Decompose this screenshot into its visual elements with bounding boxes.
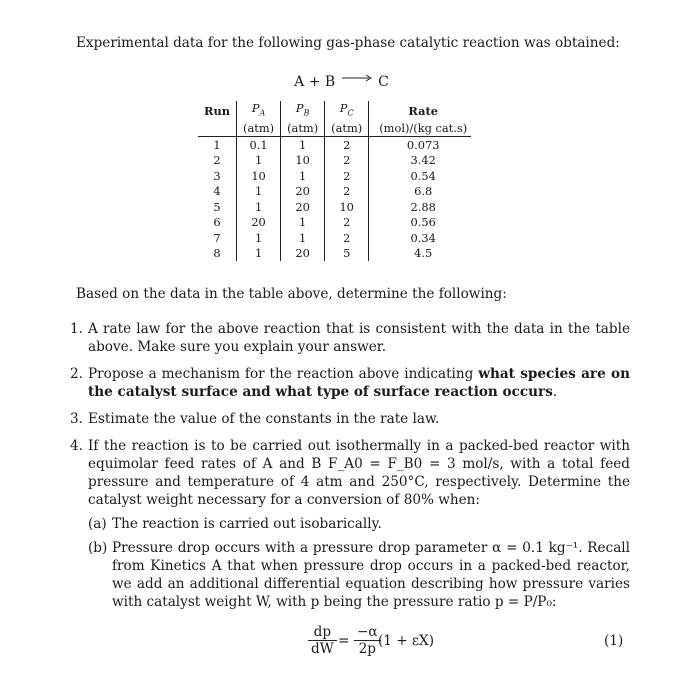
header-rate: Rate — [369, 101, 471, 120]
cell-pa: 0.1 — [237, 136, 281, 152]
units-pa: (atm) — [237, 120, 281, 136]
question-item — [70, 410, 630, 428]
equation-number: (1) — [604, 633, 624, 649]
question-bold-text: what species are on the catalyst surface and what type of surface reaction occurs — [88, 366, 630, 400]
cell-rate: 0.54 — [369, 168, 471, 184]
units-run — [198, 120, 237, 136]
question-text: Propose a mechanism for the reaction above indicating what species are on the catalyst surface and what type of surface reaction occurs. — [88, 366, 630, 400]
sub-question-number: (a) — [88, 516, 107, 532]
intro-paragraph: Experimental data for the following gas-phase catalytic reaction was obtained: — [76, 35, 620, 51]
cell-pb: 20 — [281, 245, 325, 261]
question-item — [70, 437, 630, 617]
table-row — [198, 214, 471, 230]
question-item — [70, 365, 630, 401]
cell-pa: 1 — [237, 230, 281, 246]
sub-question-item — [88, 515, 630, 533]
table-header-row — [198, 101, 471, 120]
cell-run: 1 — [213, 137, 221, 152]
reaction-equation — [0, 74, 683, 90]
sub-question-text: Pressure drop occurs with a pressure drop parameter α = 0.1 kg⁻¹. Recall from Kinetics A that when pressure drop occurs in a packed-bed reactor, we add an additional differential equation describing how pressure varies with catalyst weight W, with p being the pressure ratio p = P/P₀: — [112, 540, 630, 610]
question-body — [88, 437, 630, 617]
sub-question-text: The reaction is carried out isobarically. — [112, 516, 382, 532]
cell-rate: 0.073 — [369, 136, 471, 152]
table-row — [198, 152, 471, 168]
table-row — [198, 230, 471, 246]
cell-run: 6 — [213, 215, 221, 230]
table-row — [198, 245, 471, 261]
cell-rate: 6.8 — [369, 183, 471, 199]
cell-pb: 10 — [281, 152, 325, 168]
reaction-reactants: A + B — [294, 74, 336, 90]
cell-pb: 1 — [281, 214, 325, 230]
cell-pa: 1 — [237, 183, 281, 199]
equation-equals: = — [338, 633, 350, 649]
cell-pc: 10 — [325, 199, 369, 215]
sub-question-list — [88, 515, 630, 611]
cell-pb: 1 — [281, 230, 325, 246]
question-number: 1. — [70, 321, 83, 337]
question-text: A rate law for the above reaction that is consistent with the data in the table above. Make sure you explain your answer. — [88, 321, 630, 355]
reaction-product: C — [378, 74, 389, 90]
question-item — [70, 320, 630, 356]
cell-pb: 20 — [281, 183, 325, 199]
cell-pc: 5 — [325, 245, 369, 261]
cell-run: 7 — [213, 230, 221, 245]
table-row — [198, 168, 471, 184]
question-text: If the reaction is to be carried out isothermally in a packed-bed reactor with equimolar feed rates of A and B F_A0 = F_B0 = 3 mol/s, with a total feed pressure and temperature of 4 atm and 250°C, respectively. Determine the catalyst weight necessary for a conversion of 80% when: — [88, 438, 630, 508]
cell-run: 3 — [213, 168, 221, 183]
header-pa: $P_A$ — [237, 101, 281, 120]
header-pc: $P_C$ — [325, 101, 369, 120]
cell-pa: 1 — [237, 245, 281, 261]
table-row — [198, 136, 471, 152]
question-number: 3. — [70, 411, 83, 427]
cell-run: 4 — [213, 184, 221, 199]
reaction-arrow-icon — [342, 74, 372, 82]
pressure-drop-equation — [0, 622, 683, 662]
question-list — [70, 320, 630, 626]
header-pb: $P_B$ — [281, 101, 325, 120]
data-table — [198, 101, 471, 261]
cell-pb: 20 — [281, 199, 325, 215]
equation-lhs-fraction: $\frac{dp}{dW}$ — [308, 624, 337, 657]
cell-rate: 3.42 — [369, 152, 471, 168]
equation-rhs-fraction: $\frac{-\alpha}{2p}$ — [354, 624, 381, 657]
cell-pb: 1 — [281, 168, 325, 184]
sub-question-item — [88, 539, 630, 611]
cell-pa: 1 — [237, 152, 281, 168]
based-on-paragraph: Based on the data in the table above, determine the following: — [76, 286, 507, 302]
cell-pa: 10 — [237, 168, 281, 184]
table-row — [198, 199, 471, 215]
cell-run: 2 — [213, 153, 221, 168]
cell-pc: 2 — [325, 183, 369, 199]
cell-pc: 2 — [325, 152, 369, 168]
cell-pb: 1 — [281, 136, 325, 152]
cell-pc: 2 — [325, 168, 369, 184]
equation-rhs-term: (1 + εX) — [378, 633, 435, 649]
cell-pa: 1 — [237, 199, 281, 215]
header-run: Run — [204, 103, 231, 118]
sub-question-number: (b) — [88, 540, 108, 556]
table-row — [198, 183, 471, 199]
cell-run: 8 — [213, 246, 221, 261]
cell-rate: 0.56 — [369, 214, 471, 230]
cell-rate: 4.5 — [369, 245, 471, 261]
cell-rate: 0.34 — [369, 230, 471, 246]
units-pc: (atm) — [325, 120, 369, 136]
cell-pc: 2 — [325, 136, 369, 152]
units-pb: (atm) — [281, 120, 325, 136]
cell-run: 5 — [213, 199, 221, 214]
question-text: Estimate the value of the constants in the rate law. — [88, 411, 440, 427]
cell-pc: 2 — [325, 214, 369, 230]
question-number: 4. — [70, 438, 83, 454]
units-rate: (mol)/(kg cat.s) — [369, 120, 471, 136]
table-units-row — [198, 120, 471, 136]
cell-rate: 2.88 — [369, 199, 471, 215]
cell-pc: 2 — [325, 230, 369, 246]
question-number: 2. — [70, 366, 83, 382]
cell-pa: 20 — [237, 214, 281, 230]
